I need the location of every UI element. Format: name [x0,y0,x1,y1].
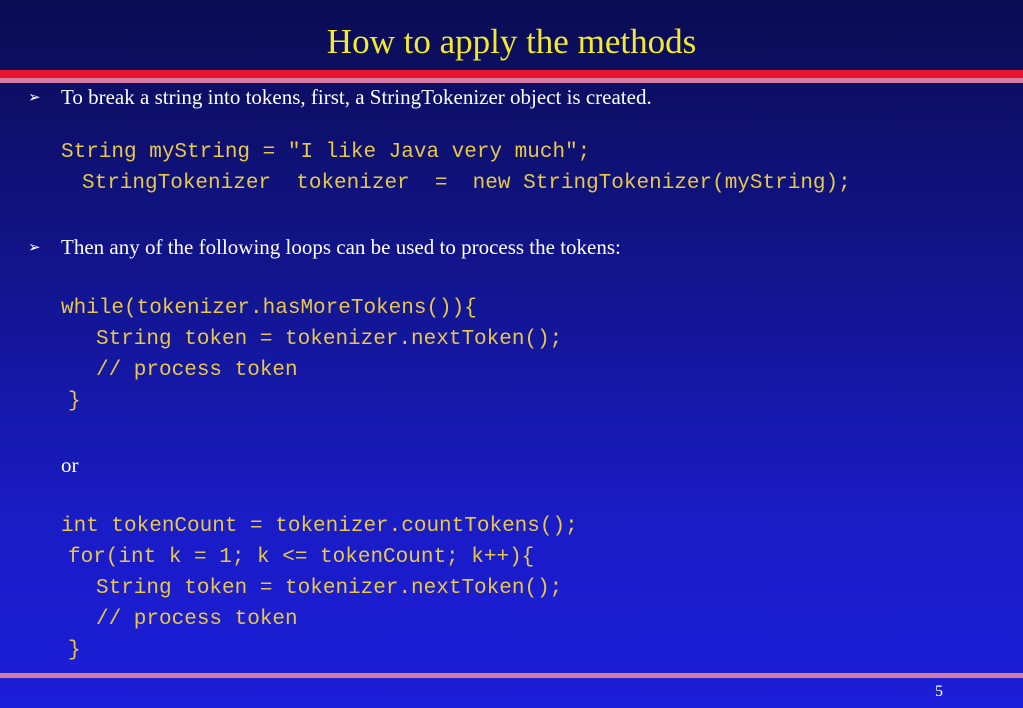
code-line: // process token [96,359,298,382]
page-number: 5 [935,683,943,700]
code-line: for(int k = 1; k <= tokenCount; k++){ [68,546,535,569]
code-line: // process token [96,608,298,631]
code-line: } [68,639,81,662]
title-divider-pink [0,78,1023,83]
bullet-item-2 [28,234,621,260]
code-line: StringTokenizer tokenizer = new StringTokenizer(myString); [82,172,851,195]
footer-divider [0,673,1023,678]
bullet-1-text: To break a string into tokens, first, a StringTokenizer object is created. [61,85,652,109]
code-line: String myString = "I like Java very much"; [61,141,591,164]
code-line: String token = tokenizer.nextToken(); [96,328,563,351]
bullet-item-1 [28,84,652,110]
or-text: or [61,453,79,477]
code-line: while(tokenizer.hasMoreTokens()){ [61,297,477,320]
code-line: String token = tokenizer.nextToken(); [96,577,563,600]
arrow-bullet-icon: ➢ [28,88,41,106]
code-line: int tokenCount = tokenizer.countTokens(); [61,515,578,538]
code-line: } [68,390,81,413]
arrow-bullet-icon: ➢ [28,238,41,256]
title-divider-red [0,70,1023,78]
bullet-2-text: Then any of the following loops can be used to process the tokens: [61,235,621,259]
slide-title: How to apply the methods [326,22,697,61]
